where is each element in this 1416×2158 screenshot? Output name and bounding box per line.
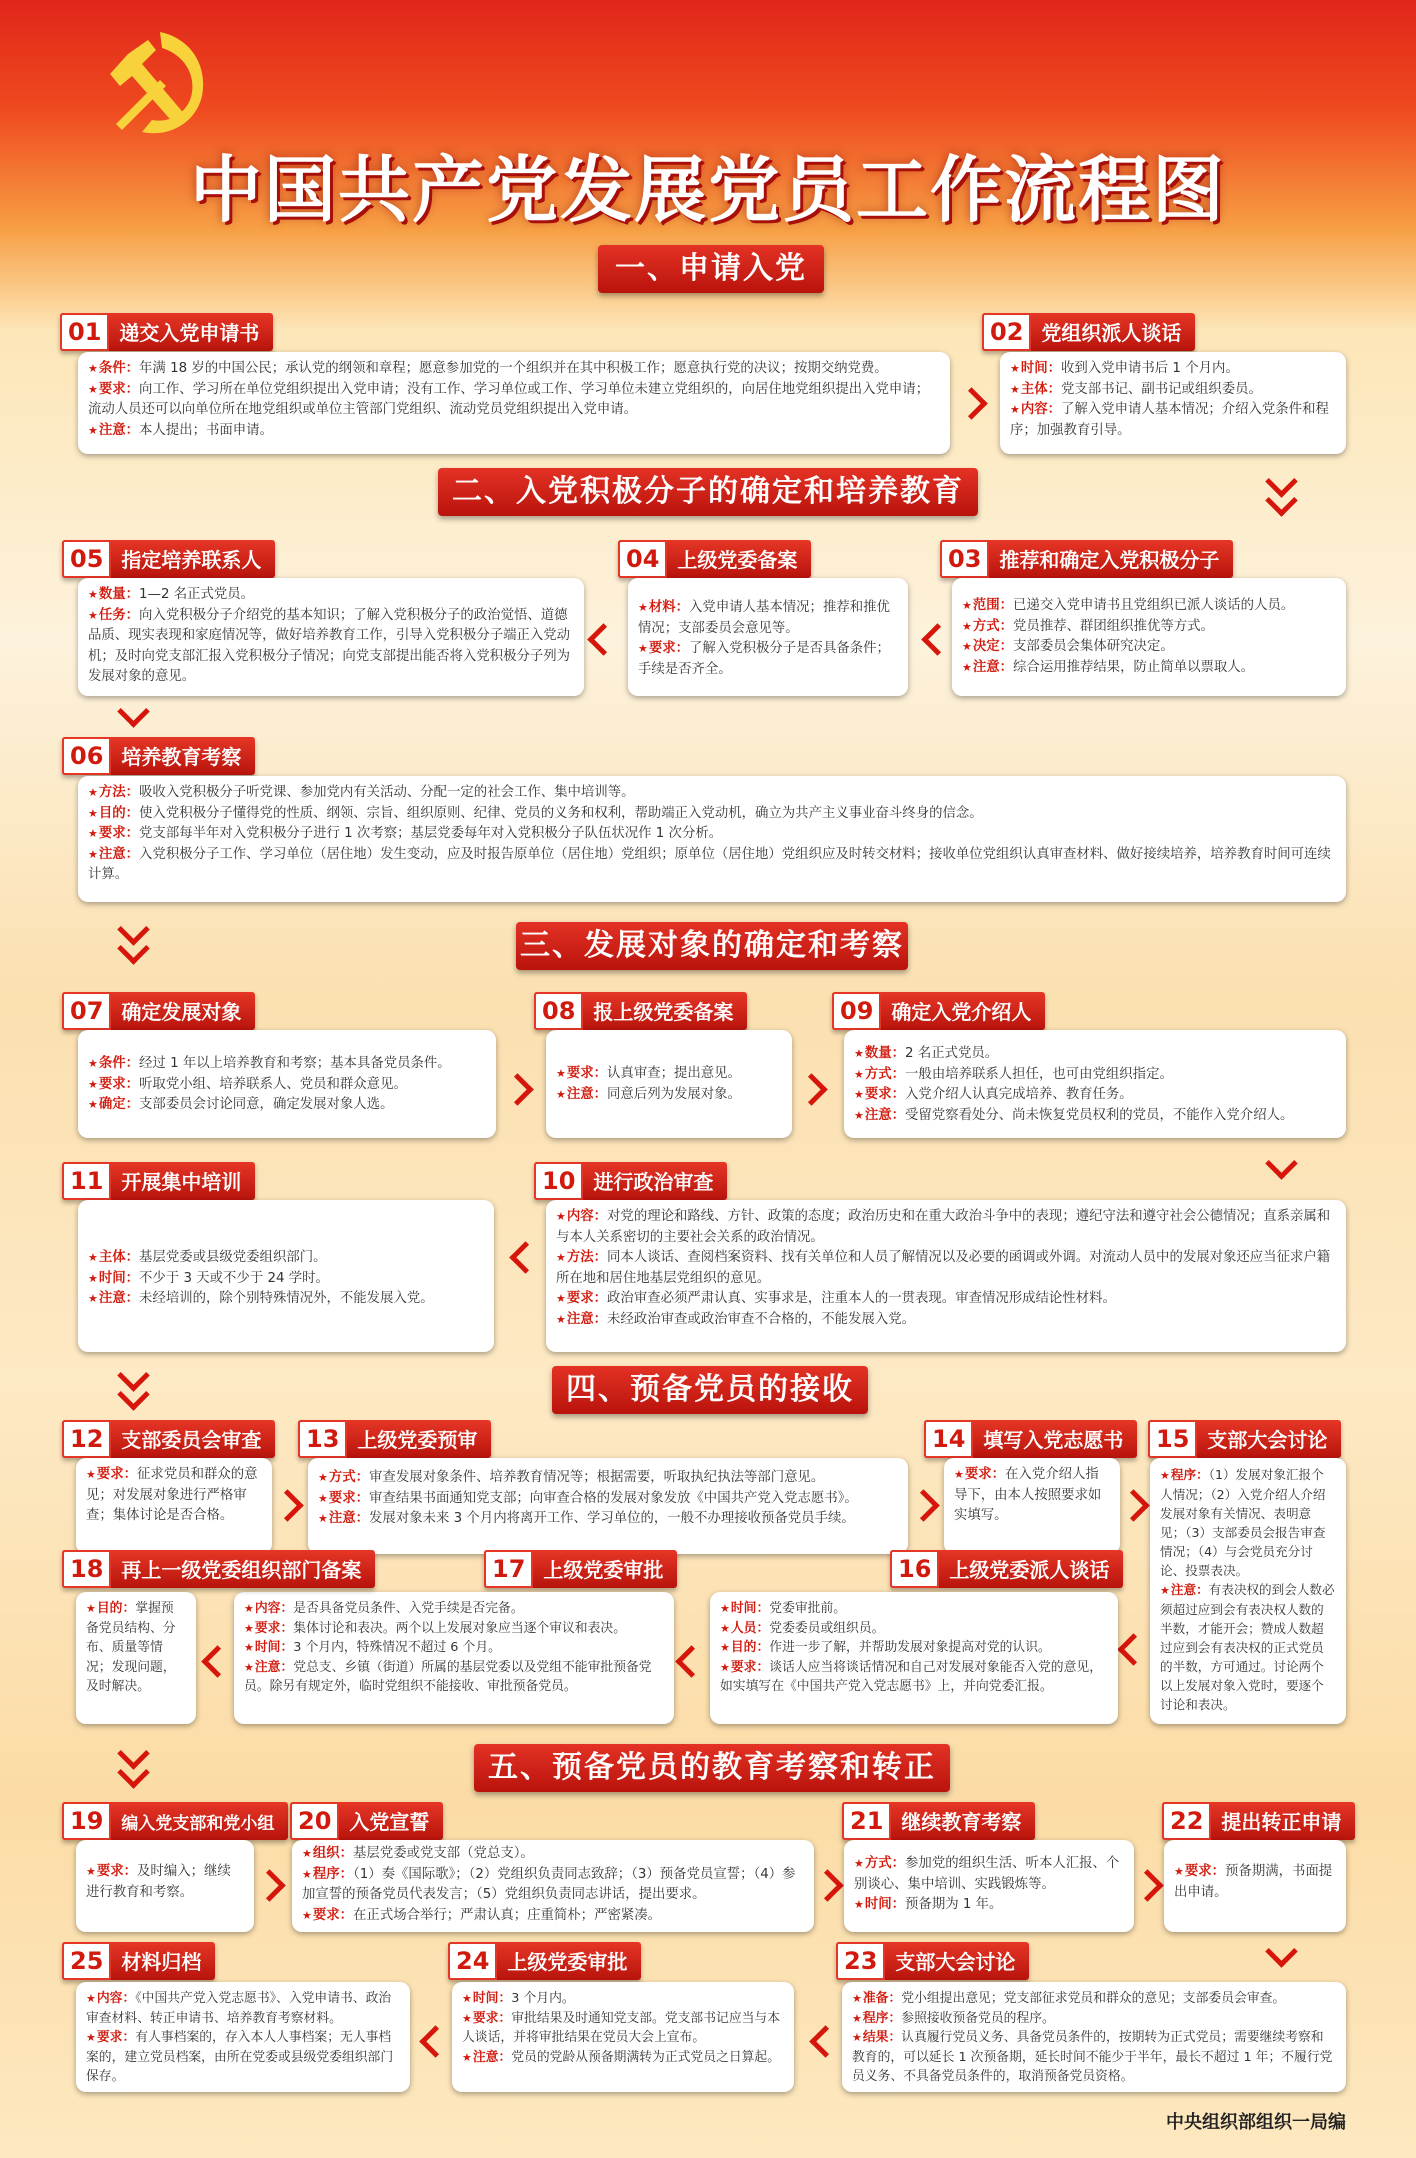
item-key: ★ 方式： <box>318 1470 369 1485</box>
step-title: 支部大会讨论 <box>895 1950 1016 1974</box>
item-text: 2 名正式党员。 <box>905 1046 999 1061</box>
step-tag-19 <box>62 1802 288 1840</box>
item-key: ★ 准备： <box>852 1991 901 2006</box>
item-text: 入党申请人基本情况；推荐和推优情况；支部委员会意见等。 <box>638 600 890 636</box>
section-heading-4: 四、预备党员的接收 <box>552 1366 868 1414</box>
step-box-21 <box>844 1840 1134 1932</box>
step-title: 上级党委审批 <box>543 1558 664 1582</box>
step-tag-03 <box>940 540 1233 578</box>
item-key: ★ 确定： <box>88 1097 139 1112</box>
step-tag-05 <box>62 540 275 578</box>
arrow-left-icon <box>587 623 620 656</box>
item-text: 入党积极分子工作、学习单位（居住地）发生变动，应及时报告原单位（居住地）党组织；原单位（居住地）党组织应及时转交材料；接收单位党组织认真审查材料、做好接续培养，培养教育时间可连续计算。 <box>88 846 1331 883</box>
item-key: ★ 注意： <box>318 1511 369 1526</box>
arrow-right-icon <box>501 1073 534 1106</box>
item-text: 及时编入；继续进行教育和考察。 <box>86 1864 231 1900</box>
item-key: ★ 方法： <box>556 1250 607 1265</box>
step-title: 确定入党介绍人 <box>891 1000 1032 1024</box>
step-number: 12 <box>62 1420 111 1458</box>
item-text: 审查结果书面通知党支部；向审查合格的发展对象发放《中国共产党入党志愿书》。 <box>369 1490 858 1506</box>
item-text: 收到入党申请书后 1 个月内。 <box>1061 361 1239 376</box>
item-text: 经过 1 年以上培养教育和考察；基本具备党员条件。 <box>139 1056 451 1071</box>
step-title: 再上一级党委组织部门备案 <box>121 1558 362 1582</box>
item-text: 支部委员会讨论同意，确定发展对象人选。 <box>139 1097 394 1113</box>
step-box-13 <box>308 1458 908 1554</box>
item-key: ★ 主体： <box>1010 382 1061 397</box>
step-title: 进行政治审查 <box>593 1170 714 1194</box>
step-title: 填写入党志愿书 <box>983 1428 1124 1452</box>
item-key: ★ 要求： <box>720 1660 769 1675</box>
item-key: ★ 时间： <box>244 1640 293 1655</box>
section-heading-2: 二、入党积极分子的确定和培养教育 <box>438 468 978 516</box>
step-title: 培养教育考察 <box>121 745 242 769</box>
step-number: 07 <box>62 992 111 1030</box>
item-key: ★ 材料： <box>638 600 689 615</box>
step-box-18 <box>76 1592 196 1724</box>
item-text: 集体讨论和表决。两个以上发展对象应当逐个审议和表决。 <box>293 1620 626 1636</box>
arrow-left-icon <box>201 1645 234 1678</box>
item-text: 综合运用推荐结果，防止简单以票取人。 <box>1013 659 1255 675</box>
item-key: ★ 时间： <box>462 1991 511 2006</box>
step-number: 08 <box>534 992 583 1030</box>
item-text: 党总支、乡镇（街道）所属的基层党委以及党组不能审批预备党员。除另有规定外，临时党组织不能接收、审批预备党员。 <box>244 1659 652 1695</box>
step-tag-13 <box>298 1420 491 1458</box>
item-key: ★ 要求： <box>88 382 139 397</box>
step-number: 22 <box>1162 1802 1211 1840</box>
step-tag-20 <box>290 1802 443 1840</box>
step-box-11 <box>78 1200 494 1352</box>
item-key: ★ 要求： <box>556 1066 607 1081</box>
step-tag-23 <box>836 1942 1029 1980</box>
step-title: 递交入党申请书 <box>119 321 260 345</box>
item-key: ★ 范围： <box>962 598 1013 613</box>
item-text: 有人事档案的，存入本人人事档案；无人事档案的，建立党员档案，由所在党委或县级党委组织部门保存。 <box>86 2030 394 2085</box>
arrow-right-icon <box>1117 1489 1150 1522</box>
arrow-right-icon <box>955 387 988 420</box>
item-key: ★ 决定： <box>962 639 1013 654</box>
section-heading-1: 一、申请入党 <box>598 245 824 293</box>
item-key: ★ 注意： <box>88 423 139 438</box>
item-text: 同意后列为发展对象。 <box>607 1086 741 1102</box>
step-title: 入党宣誓 <box>349 1810 430 1834</box>
item-key: ★ 要求： <box>318 1491 369 1506</box>
party-emblem-icon <box>90 20 220 150</box>
arrow-down-icon <box>118 1742 148 1780</box>
item-text: 发展对象未来 3 个月内将离开工作、学习单位的，一般不办理接收预备党员手续。 <box>369 1511 855 1527</box>
step-tag-18 <box>62 1550 375 1588</box>
item-text: 基层党委或党支部（党总支）。 <box>353 1846 534 1861</box>
item-text: 了解入党申请人基本情况；介绍入党条件和程序；加强教育引导。 <box>1010 402 1329 438</box>
item-key: ★ 方法： <box>88 785 139 800</box>
item-key: ★ 组织： <box>302 1846 353 1861</box>
step-title: 报上级党委备案 <box>593 1000 734 1024</box>
step-box-15 <box>1150 1458 1346 1724</box>
step-box-25 <box>76 1982 410 2092</box>
item-key: ★ 要求： <box>244 1621 293 1636</box>
step-box-24 <box>452 1982 794 2092</box>
step-box-03 <box>952 578 1346 696</box>
step-title: 上级党委派人谈话 <box>949 1558 1110 1582</box>
step-title: 编入党支部和党小组 <box>121 1814 275 1834</box>
item-text: 党员的党龄从预备期满转为正式党员之日算起。 <box>511 2049 780 2065</box>
item-key: ★ 程序： <box>302 1867 353 1882</box>
item-key: ★ 要求： <box>86 1467 137 1482</box>
item-text: 党支部每半年对入党积极分子进行 1 次考察；基层党委每年对入党积极分子队伍状况作 1 次分析。 <box>139 826 723 842</box>
step-title: 党组织派人谈话 <box>1041 321 1182 345</box>
step-tag-12 <box>62 1420 275 1458</box>
step-tag-02 <box>982 313 1195 351</box>
step-tag-01 <box>60 313 273 351</box>
item-key: ★ 程序： <box>1160 1467 1209 1482</box>
arrow-left-icon <box>1117 1633 1150 1666</box>
arrow-down-icon <box>1266 1940 1296 1959</box>
item-key: ★ 内容： <box>86 1991 135 2006</box>
item-key: ★ 要求： <box>86 2030 135 2045</box>
item-key: ★ 要求： <box>1174 1864 1225 1879</box>
step-box-22 <box>1164 1840 1346 1932</box>
item-text: 党委审批前。 <box>769 1601 847 1616</box>
item-text: 入党介绍人认真完成培养、教育任务。 <box>905 1087 1133 1103</box>
step-title: 上级党委审批 <box>507 1950 628 1974</box>
item-key: ★ 注意： <box>854 1108 905 1123</box>
item-text: 未经政治审查或政治审查不合格的，不能发展入党。 <box>607 1311 916 1327</box>
item-key: ★ 目的： <box>88 806 139 821</box>
step-box-17 <box>234 1592 674 1724</box>
item-key: ★ 人员： <box>720 1621 769 1636</box>
arrow-down-icon <box>1266 470 1296 508</box>
item-key: ★ 要求： <box>462 2011 511 2026</box>
step-tag-06 <box>62 737 255 775</box>
item-key: ★ 注意： <box>962 660 1013 675</box>
arrow-right-icon <box>271 1489 304 1522</box>
step-number: 09 <box>832 992 881 1030</box>
item-key: ★ 任务： <box>88 608 139 623</box>
step-number: 10 <box>534 1162 583 1200</box>
item-text: 审批结果及时通知党支部。党支部书记应当与本人谈话，并将审批结果在党员大会上宣布。 <box>462 2010 780 2046</box>
item-text: 《中国共产党入党志愿书》、入党申请书、政治审查材料、转正申请书、培养教育考察材料。 <box>86 1991 392 2026</box>
item-text: 掌握预备党员结构、分布、质量等情况；发现问题，及时解决。 <box>86 1601 176 1695</box>
item-text: 基层党委或县级党委组织部门。 <box>139 1250 327 1265</box>
item-text: 在正式场合举行；严肃认真；庄重简朴；严密紧凑。 <box>353 1907 662 1923</box>
item-text: 3 个月内。 <box>511 1991 575 2006</box>
step-title: 上级党委预审 <box>357 1428 478 1452</box>
step-title: 材料归档 <box>121 1950 202 1974</box>
item-text: 支部委员会集体研究决定。 <box>1013 639 1174 655</box>
step-number: 21 <box>842 1802 891 1840</box>
item-text: 作进一步了解，并帮助发展对象提高对党的认识。 <box>769 1640 1051 1656</box>
item-text: 1—2 名正式党员。 <box>139 587 255 602</box>
step-box-01 <box>78 352 950 454</box>
step-box-16 <box>710 1592 1118 1724</box>
step-title: 指定培养联系人 <box>121 548 262 572</box>
item-key: ★ 要求： <box>88 1077 139 1092</box>
step-box-14 <box>944 1458 1120 1554</box>
item-text: 3 个月内，特殊情况不超过 6 个月。 <box>293 1640 501 1656</box>
item-key: ★ 数量： <box>854 1046 905 1061</box>
item-text: 对党的理论和路线、方针、政策的态度；政治历史和在重大政治斗争中的表现；遵纪守法和遵守社会公德情况；直系亲属和与本人关系密切的主要社会关系的政治情况。 <box>556 1209 1331 1245</box>
item-text: 向工作、学习所在单位党组织提出入党申请；没有工作、学习单位或工作、学习单位未建立党组织的，向居住地党组织提出入党申请；流动人员还可以向单位所在地党组织或单位主管部门党组织、流动党员党组织提出入党申请。 <box>88 381 930 418</box>
item-text: 预备期满，书面提出申请。 <box>1174 1864 1333 1900</box>
item-text: 党支部书记、副书记或组织委员。 <box>1061 381 1262 397</box>
step-title: 支部委员会审查 <box>121 1428 262 1452</box>
item-key: ★ 条件： <box>88 1056 139 1071</box>
item-key: ★ 注意： <box>1160 1582 1209 1597</box>
item-key: ★ 注意： <box>88 1291 139 1306</box>
item-key: ★ 时间： <box>88 1271 139 1286</box>
step-tag-15 <box>1148 1420 1341 1458</box>
step-number: 16 <box>890 1550 939 1588</box>
step-number: 02 <box>982 313 1031 351</box>
item-text: （1）发展对象汇报个人情况；（2）入党介绍人介绍发展对象有关情况、表明意见；（3）支部委员会报告审查情况；（4）与会党员充分讨论、投票表决。 <box>1160 1467 1326 1578</box>
step-number: 11 <box>62 1162 111 1200</box>
item-text: 党委委员或组织员。 <box>769 1620 885 1636</box>
item-key: ★ 要求： <box>954 1467 1005 1482</box>
item-key: ★ 内容： <box>244 1601 293 1616</box>
section-heading-5: 五、预备党员的教育考察和转正 <box>474 1744 950 1792</box>
item-key: ★ 内容： <box>556 1209 607 1224</box>
item-text: 一般由培养联系人担任，也可由党组织指定。 <box>905 1066 1173 1082</box>
item-text: 有表决权的到会人数必须超过应到会有表决权人数的半数，才能开会；赞成人数超过应到会有表决权的正式党员的半数，方可通过。讨论两个以上发展对象入党时，要逐个讨论和表决。 <box>1160 1582 1335 1712</box>
item-key: ★ 结果： <box>852 2030 901 2045</box>
step-tag-11 <box>62 1162 255 1200</box>
step-number: 13 <box>298 1420 347 1458</box>
step-box-20 <box>292 1840 814 1932</box>
step-box-04 <box>628 578 908 696</box>
item-key: ★ 数量： <box>88 587 139 602</box>
item-text: 同本人谈话、查阅档案资料、找有关单位和人员了解情况以及必要的函调或外调。对流动人员中的发展对象还应当征求户籍所在地和居住地基层党组织的意见。 <box>556 1250 1331 1286</box>
footer-credit: 中央组织部组织一局编 <box>1166 2112 1346 2133</box>
step-tag-14 <box>924 1420 1137 1458</box>
item-text: 已递交入党申请书且党组织已派人谈话的人员。 <box>1013 598 1295 613</box>
item-text: （1）奏《国际歌》；（2）党组织负责同志致辞；（3）预备党员宣誓；（4）参加宣誓的预备党员代表发言；（5）党组织负责同志讲话，提出要求。 <box>302 1866 796 1903</box>
item-key: ★ 注意： <box>556 1312 607 1327</box>
arrow-down-icon <box>118 700 148 719</box>
item-key: ★ 要求： <box>86 1864 137 1879</box>
item-key: ★ 要求： <box>302 1908 353 1923</box>
item-text: 本人提出；书面申请。 <box>139 422 273 438</box>
step-title: 支部大会讨论 <box>1207 1428 1328 1452</box>
item-text: 受留党察看处分、尚未恢复党员权利的党员，不能作入党介绍人。 <box>905 1107 1294 1123</box>
step-title: 确定发展对象 <box>121 1000 242 1024</box>
step-number: 23 <box>836 1942 885 1980</box>
step-tag-25 <box>62 1942 215 1980</box>
step-number: 18 <box>62 1550 111 1588</box>
arrow-left-icon <box>509 1241 542 1274</box>
item-text: 听取党小组、培养联系人、党员和群众意见。 <box>139 1076 407 1092</box>
item-text: 不少于 3 天或不少于 24 学时。 <box>139 1270 329 1286</box>
step-title: 继续教育考察 <box>901 1810 1022 1834</box>
arrow-left-icon <box>675 1645 708 1678</box>
step-box-09 <box>844 1030 1346 1138</box>
item-text: 参照接收预备党员的程序。 <box>901 2010 1055 2026</box>
item-key: ★ 方式： <box>854 1856 905 1871</box>
step-number: 24 <box>448 1942 497 1980</box>
arrow-left-icon <box>809 2025 842 2058</box>
step-tag-09 <box>832 992 1045 1030</box>
arrow-down-icon <box>118 1364 148 1402</box>
item-key: ★ 注意： <box>462 2050 511 2065</box>
item-key: ★ 主体： <box>88 1250 139 1265</box>
item-key: ★ 注意： <box>88 847 139 862</box>
item-key: ★ 时间： <box>854 1897 905 1912</box>
item-key: ★ 方式： <box>854 1067 905 1082</box>
item-text: 党小组提出意见；党支部征求党员和群众的意见；支部委员会审查。 <box>901 1991 1286 2006</box>
item-text: 在入党介绍人指导下，由本人按照要求如实填写。 <box>954 1467 1102 1524</box>
page-title: 中国共产党发展党员工作流程图 <box>189 147 1226 232</box>
step-title: 开展集中培训 <box>121 1170 242 1194</box>
arrow-right-icon <box>811 1869 844 1902</box>
item-key: ★ 方式： <box>962 619 1013 634</box>
step-number: 19 <box>62 1802 111 1840</box>
step-tag-16 <box>890 1550 1123 1588</box>
arrow-right-icon <box>1131 1869 1164 1902</box>
step-title: 提出转正申请 <box>1221 1810 1342 1834</box>
step-box-08 <box>546 1030 792 1138</box>
item-key: ★ 目的： <box>720 1640 769 1655</box>
item-text: 党员推荐、群团组织推优等方式。 <box>1013 618 1214 634</box>
item-text: 年满 18 岁的中国公民；承认党的纲领和章程；愿意参加党的一个组织并在其中积极工作；愿意执行党的决议；按期交纳党费。 <box>139 361 888 376</box>
step-number: 06 <box>62 737 111 775</box>
arrow-down-icon <box>1266 1152 1296 1171</box>
item-text: 预备期为 1 年。 <box>905 1897 1003 1913</box>
item-key: ★ 注意： <box>556 1087 607 1102</box>
item-key: ★ 内容： <box>1010 402 1061 417</box>
step-number: 15 <box>1148 1420 1197 1458</box>
item-key: ★ 时间： <box>1010 361 1061 376</box>
step-tag-04 <box>618 540 811 578</box>
item-text: 使入党积极分子懂得党的性质、纲领、宗旨、组织原则、纪律、党员的义务和权利，帮助端正入党动机，确立为共产主义事业奋斗终身的信念。 <box>139 805 983 821</box>
step-number: 04 <box>618 540 667 578</box>
step-number: 05 <box>62 540 111 578</box>
arrow-right-icon <box>907 1489 940 1522</box>
arrow-left-icon <box>921 623 954 656</box>
step-box-02 <box>1000 352 1346 454</box>
step-box-19 <box>76 1840 254 1932</box>
step-tag-08 <box>534 992 747 1030</box>
item-text: 认真审查；提出意见。 <box>607 1066 741 1081</box>
item-text: 审查发展对象条件、培养教育情况等；根据需要，听取执纪执法等部门意见。 <box>369 1470 825 1485</box>
item-key: ★ 程序： <box>852 2011 901 2026</box>
step-tag-17 <box>484 1550 677 1588</box>
step-box-06 <box>78 776 1346 902</box>
item-key: ★ 目的： <box>86 1601 135 1616</box>
step-box-12 <box>76 1458 272 1554</box>
step-number: 03 <box>940 540 989 578</box>
step-number: 20 <box>290 1802 339 1840</box>
item-text: 未经培训的，除个别特殊情况外，不能发展入党。 <box>139 1291 434 1307</box>
step-box-07 <box>78 1030 496 1138</box>
step-tag-21 <box>842 1802 1035 1840</box>
item-text: 向入党积极分子介绍党的基本知识；了解入党积极分子的政治觉悟、道德品质、现实表现和家庭情况等，做好培养教育工作，引导入党积极分子端正入党动机；及时向党支部汇报入党积极分子情况；向党支部提出能否将入党积极分子列为发展对象的意见。 <box>88 607 571 685</box>
step-tag-24 <box>448 1942 641 1980</box>
step-title: 上级党委备案 <box>677 548 798 572</box>
item-text: 政治审查必须严肃认真、实事求是，注重本人的一贯表现。审查情况形成结论性材料。 <box>607 1291 1116 1307</box>
arrow-down-icon <box>118 918 148 956</box>
section-heading-3: 三、发展对象的确定和考察 <box>516 922 908 970</box>
item-text: 了解入党积极分子是否具备条件；手续是否齐全。 <box>638 641 890 677</box>
item-text: 是否具备党员条件、入党手续是否完备。 <box>293 1601 524 1616</box>
item-key: ★ 注意： <box>244 1660 293 1675</box>
item-key: ★ 要求： <box>638 641 689 656</box>
step-box-10 <box>546 1200 1346 1352</box>
item-key: ★ 要求： <box>854 1087 905 1102</box>
step-box-05 <box>78 578 584 696</box>
item-key: ★ 要求： <box>88 826 139 841</box>
step-tag-22 <box>1162 1802 1355 1840</box>
step-tag-07 <box>62 992 255 1030</box>
arrow-right-icon <box>253 1869 286 1902</box>
step-number: 01 <box>60 313 109 351</box>
step-box-23 <box>842 1982 1346 2092</box>
item-key: ★ 时间： <box>720 1601 769 1616</box>
item-key: ★ 要求： <box>556 1291 607 1306</box>
step-number: 14 <box>924 1420 973 1458</box>
step-tag-10 <box>534 1162 727 1200</box>
item-text: 谈话人应当将谈话情况和自己对发展对象能否入党的意见，如实填写在《中国共产党入党志愿书》上，并向党委汇报。 <box>720 1659 1102 1695</box>
step-title: 推荐和确定入党积极分子 <box>999 548 1220 572</box>
item-text: 吸收入党积极分子听党课、参加党内有关活动、分配一定的社会工作、集中培训等。 <box>139 785 635 800</box>
arrow-left-icon <box>419 2025 452 2058</box>
arrow-right-icon <box>795 1073 828 1106</box>
item-text: 参加党的组织生活、听本人汇报、个别谈心、集中培训、实践锻炼等。 <box>854 1856 1120 1892</box>
step-number: 17 <box>484 1550 533 1588</box>
step-number: 25 <box>62 1942 111 1980</box>
item-text: 认真履行党员义务、具备党员条件的，按期转为正式党员；需要继续考察和教育的，可以延长 1 次预备期，延长时间不能少于半年，最长不超过 1 年；不履行党员义务、不具备党员条件的，取消预备党员资格。 <box>852 2030 1333 2085</box>
item-key: ★ 条件： <box>88 361 139 376</box>
item-text: 征求党员和群众的意见；对发展对象进行严格审查；集体讨论是否合格。 <box>86 1467 258 1524</box>
